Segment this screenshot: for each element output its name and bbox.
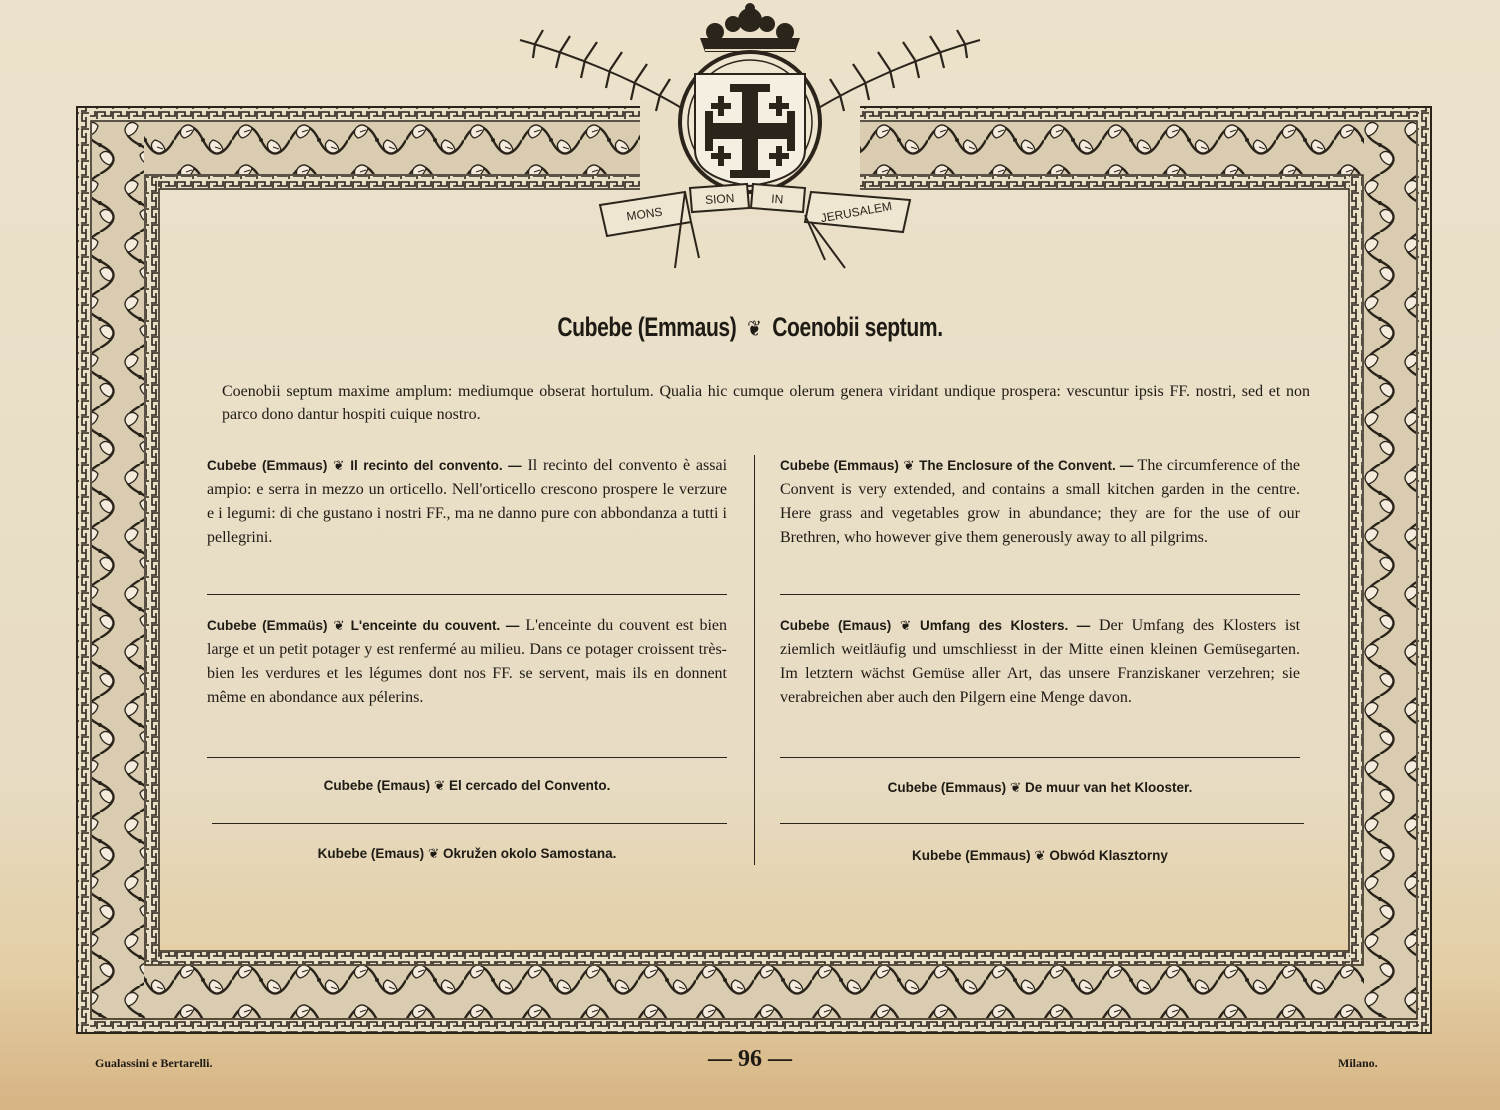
heading-german: Umfang des Klosters. — bbox=[920, 618, 1091, 633]
heading-dutch: De muur van het Klooster. bbox=[1025, 780, 1193, 795]
heading-french: L'enceinte du couvent. — bbox=[350, 618, 520, 633]
city-credit: Milano. bbox=[1338, 1056, 1378, 1070]
fleuron-icon: ❦ bbox=[1034, 848, 1046, 863]
column-divider bbox=[754, 455, 755, 865]
page-number: — 96 — bbox=[708, 1046, 792, 1072]
heading-english: The Enclosure of the Convent. — bbox=[919, 458, 1134, 473]
lead-polish: Kubebe (Emmaus) bbox=[912, 848, 1031, 863]
lead-dutch: Cubebe (Emmaus) bbox=[887, 780, 1007, 795]
rule-2-left bbox=[207, 757, 727, 758]
section-spanish bbox=[207, 778, 727, 794]
fleuron-icon: ❦ bbox=[1009, 780, 1022, 795]
lead-french: Cubebe (Emmaüs) bbox=[207, 618, 328, 633]
lead-spanish: Cubebe (Emaus) bbox=[323, 778, 431, 793]
body-german: Der Umfang des Klosters ist ziemlich weitläufig und umschliesst in der Mitte einen kleinen Gemüsegarten. Im letztern wächst Gemüse aller Art, das unsere Franziskaner verzehren; sie verabreichen aber auch den Pilgern eine Menge davon. bbox=[780, 617, 1301, 706]
motto-word-2: SION bbox=[704, 191, 735, 208]
fleuron-icon: ❦ bbox=[433, 778, 446, 793]
body-italian: Il recinto del convento è assai ampio: e serra in mezzo un orticello. Nell'orticello crescono prospere le verzure e i legumi: di che gustano i nostri FF., ma ne danno pure con abbondanza a tutti i pellegrini. bbox=[207, 457, 728, 546]
title-left: Cubebe (Emmaus) bbox=[557, 312, 737, 342]
title-right: Coenobii septum. bbox=[772, 312, 943, 342]
rule-3-left bbox=[212, 823, 727, 824]
motto-word-3: IN bbox=[770, 191, 784, 207]
rule-3-right bbox=[780, 823, 1304, 824]
section-french bbox=[207, 614, 727, 710]
fleuron-icon: ❦ bbox=[903, 458, 915, 473]
fleuron-icon: ❦ bbox=[333, 618, 345, 633]
section-italian bbox=[207, 454, 727, 550]
section-croatian bbox=[207, 846, 727, 862]
lead-german: Cubebe (Emaus) bbox=[780, 618, 892, 633]
rule-1-right bbox=[780, 594, 1300, 595]
section-polish bbox=[780, 848, 1300, 864]
crown-icon bbox=[700, 3, 800, 52]
printer-credit: Gualassini e Bertarelli. bbox=[95, 1056, 213, 1070]
fleuron-icon: ❦ bbox=[747, 316, 762, 341]
section-dutch bbox=[780, 780, 1300, 796]
latin-intro: Coenobii septum maxime amplum: mediumque obserat hortulum. Qualia hic cumque olerum genera viridant undique prospera: vescuntur ipsis FF. nostri, sed et non parco dono dantur hospiti cuique nostro. bbox=[222, 383, 1310, 423]
fleuron-icon: ❦ bbox=[333, 458, 345, 473]
lead-croatian: Kubebe (Emaus) bbox=[317, 846, 425, 861]
rule-1-left bbox=[207, 594, 727, 595]
section-german bbox=[780, 614, 1300, 710]
heading-italian: Il recinto del convento. — bbox=[350, 458, 522, 473]
body-french: L'enceinte du couvent est bien large et un petit potager y est renfermé au milieu. Dans ce potager croissent très-bien les verdures et les légumes dont nos FF. se servent, mais ils en donnent même en abondance aux pélerins. bbox=[207, 617, 728, 706]
palm-left-icon bbox=[533, 30, 670, 111]
fleuron-icon: ❦ bbox=[427, 846, 440, 861]
lead-english: Cubebe (Emmaus) bbox=[780, 458, 899, 473]
heading-polish: Obwód Klasztorny bbox=[1049, 848, 1168, 863]
section-english bbox=[780, 454, 1300, 550]
rule-2-right bbox=[780, 757, 1300, 758]
heading-croatian: Okružen okolo Samostana. bbox=[443, 846, 617, 861]
heading-spanish: El cercado del Convento. bbox=[449, 778, 611, 793]
lead-italian: Cubebe (Emmaus) bbox=[207, 458, 328, 473]
motto-word-4: JERUSALEM bbox=[819, 198, 893, 226]
jerusalem-cross-emblem bbox=[515, 0, 985, 275]
fleuron-icon: ❦ bbox=[899, 618, 912, 633]
palm-right-icon bbox=[830, 30, 967, 111]
body-english: The circumference of the Convent is very extended, and contains a small kitchen garden in the centre. Here grass and vegetables grow in abundance; they are for the use of our Brethren, who however give them generously away to all pilgrims. bbox=[780, 457, 1301, 546]
motto-word-1: MONS bbox=[625, 204, 664, 224]
page-title bbox=[165, 312, 1335, 343]
